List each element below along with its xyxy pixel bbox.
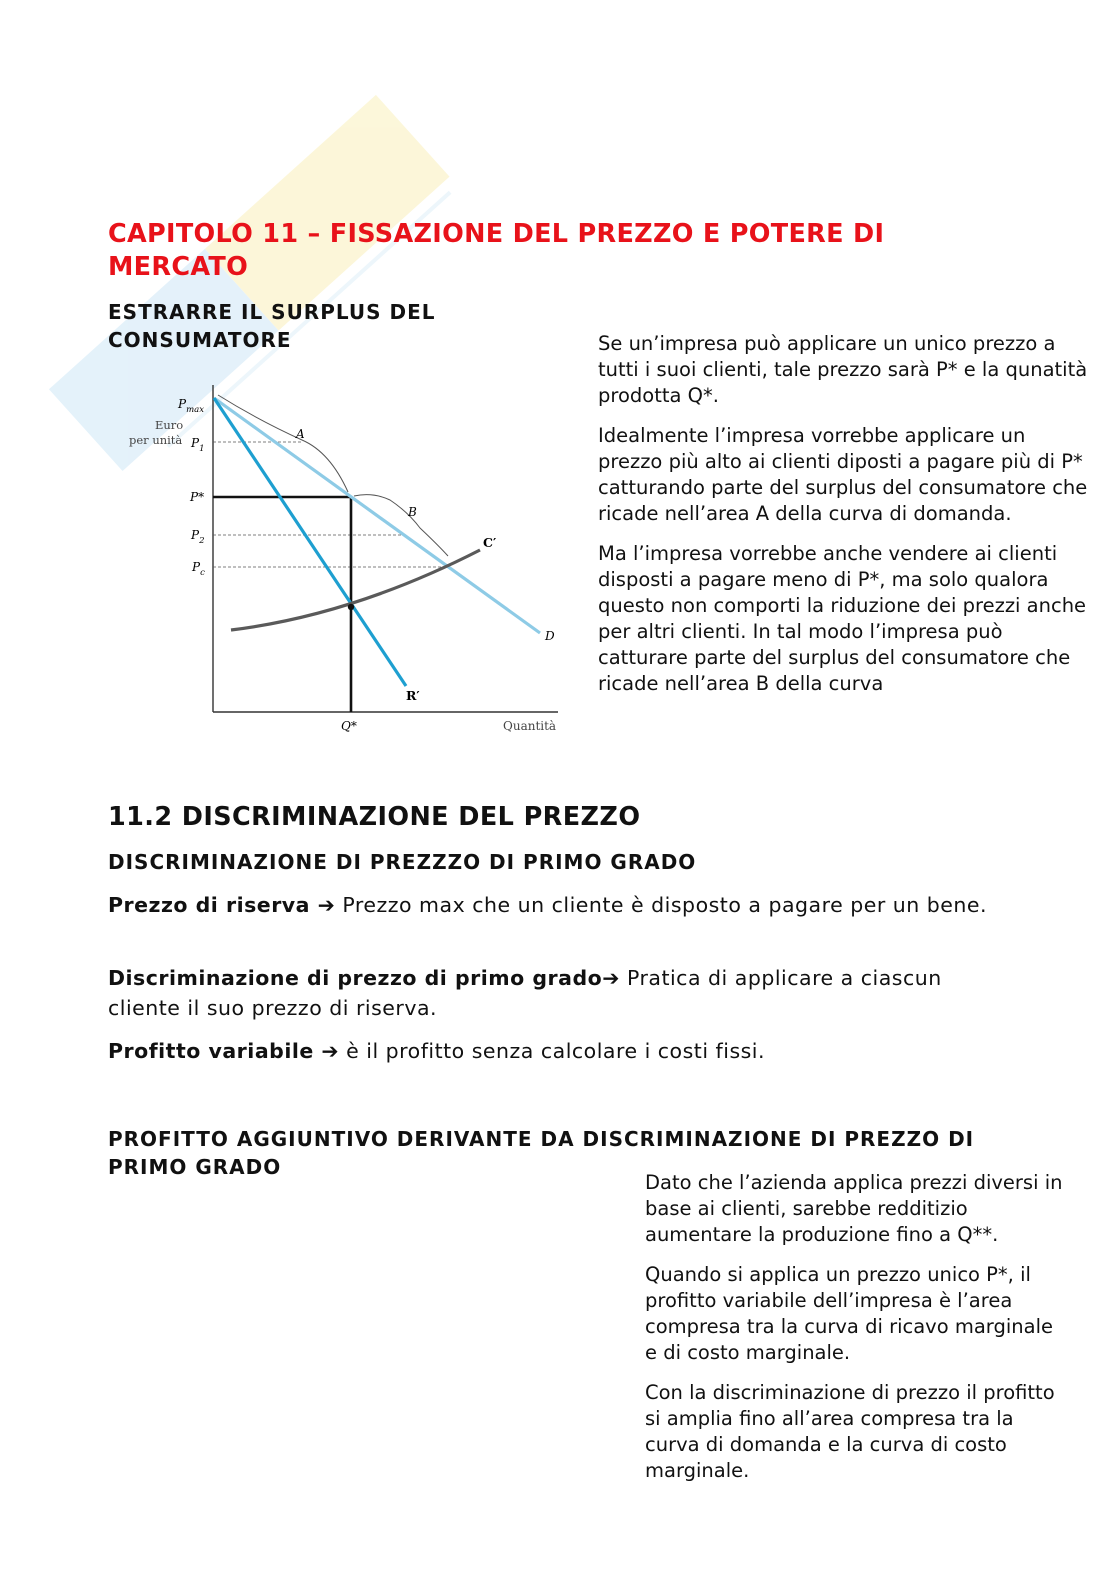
curve-r-label: R′ [406, 688, 420, 703]
surplus-chart [108, 370, 568, 740]
definition-reservation-price [108, 890, 988, 920]
p2-label: $P_2$ [191, 528, 205, 546]
p1-label: $P_1$ [191, 436, 205, 454]
arrow-icon: ➔ [317, 893, 336, 917]
area-b-label: B [408, 505, 417, 519]
curve-d-label: D [545, 629, 555, 643]
definition-first-degree [108, 963, 1008, 1023]
definition-term: Profitto variabile [108, 1039, 322, 1063]
surplus-paragraph-2: Idealmente l’impresa vorrebbe applicare un prezzo più alto ai clienti diposti a pagare più di P* catturando parte del surplus del consumatore che ricade nell’area A della curva di domanda. [598, 424, 1088, 525]
chapter-title: CAPITOLO 11 – FISSAZIONE DEL PREZZO E POTERE DI MERCATO [108, 219, 885, 282]
y-axis-label-per-unit: per unità [129, 433, 183, 447]
section-heading-additional-profit: PROFITTO AGGIUNTIVO DERIVANTE DA DISCRIMINAZIONE DI PREZZO DI PRIMO GRADO [108, 1127, 975, 1179]
x-axis-label: Quantità [503, 719, 557, 733]
definition-variable-profit [108, 1036, 1008, 1066]
arrow-icon: ➔ [321, 1039, 340, 1063]
intersection-point [348, 604, 354, 610]
definition-text: è il profitto senza calcolare i costi fissi. [339, 1039, 766, 1063]
section-heading-surplus: ESTRARRE IL SURPLUS DEL CONSUMATORE [108, 300, 436, 352]
curve-c-label: C′ [483, 535, 497, 550]
marginal-revenue-curve [214, 398, 406, 686]
area-a-label: A [296, 427, 305, 441]
subheading-first-degree: DISCRIMINAZIONE DI PREZZZO DI PRIMO GRADO [108, 850, 697, 874]
demand-curve-d [214, 398, 540, 633]
profit-text-block [645, 1170, 1065, 1498]
area-b-brace [354, 495, 448, 556]
watermark-yellow-block [205, 95, 450, 331]
surplus-paragraph-3: Ma l’impresa vorrebbe anche vendere ai clienti disposti a pagare meno di P*, ma solo qualora questo non comporti la riduzione dei prezzi anche per altri clienti. In tal modo l’impresa può catturare parte del surplus del consumatore che ricade nell’area B della curva [598, 542, 1087, 695]
profit-paragraph-1: Dato che l’azienda applica prezzi diversi in base ai clienti, sarebbe redditizio aumentare la produzione fino a Q**. [645, 1171, 1063, 1246]
y-axis-label-euro: Euro [155, 418, 184, 432]
definition-text: Prezzo max che un cliente è disposto a pagare per un bene. [335, 893, 988, 917]
pstar-label: P* [190, 490, 205, 504]
surplus-text-block [598, 331, 1090, 711]
surplus-paragraph-1: Se un’impresa può applicare un unico prezzo a tutti i suoi clienti, tale prezzo sarà P* e la qunatità prodotta Q*. [598, 332, 1088, 407]
definition-term: Prezzo di riserva [108, 893, 318, 917]
qstar-label: Q* [341, 719, 357, 733]
profit-paragraph-3: Con la discriminazione di prezzo il profitto si amplia fino all’area compresa tra la curva di domanda e la curva di costo marginale. [645, 1381, 1055, 1482]
area-a-brace [218, 395, 348, 492]
section-heading-discrimination: 11.2 DISCRIMINAZIONE DEL PREZZO [108, 802, 641, 832]
pc-label: $P_c$ [192, 560, 205, 578]
pmax-label: $P_{max}$ [178, 397, 204, 415]
arrow-icon: ➔ [602, 966, 620, 990]
definition-text: Pratica di applicare a ciascun cliente il suo prezzo di riserva. [108, 966, 942, 1020]
definition-term: Discriminazione di prezzo di primo grado [108, 966, 603, 990]
profit-paragraph-2: Quando si applica un prezzo unico P*, il profitto variabile dell’impresa è l’area compresa tra la curva di ricavo marginale e di costo marginale. [645, 1263, 1053, 1364]
